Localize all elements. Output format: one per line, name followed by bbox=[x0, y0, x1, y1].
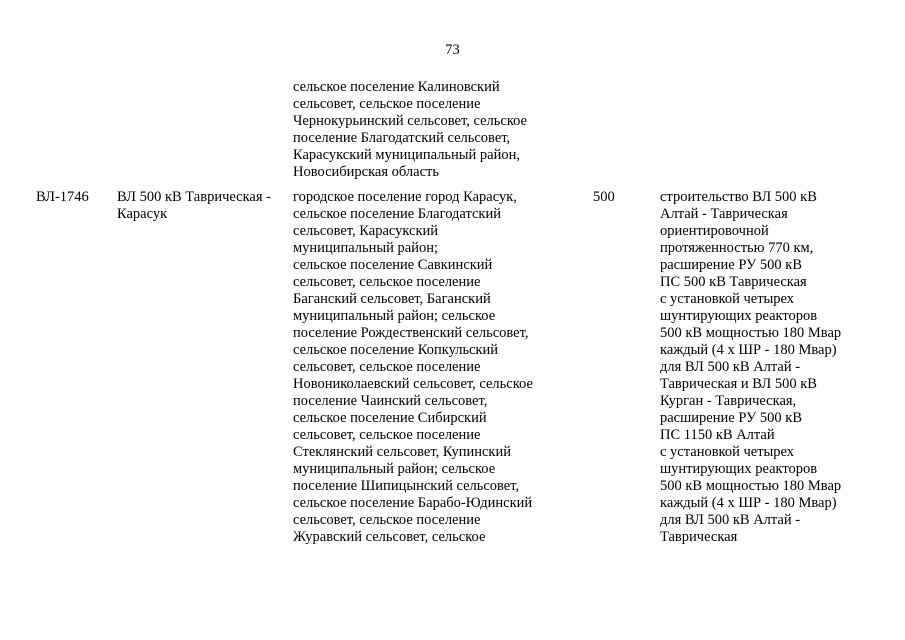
territory-line: сельское поселение Савкинский bbox=[293, 257, 493, 273]
object-name-cell bbox=[117, 189, 271, 223]
measures-line: протяженностью 770 км, bbox=[660, 240, 814, 256]
territory-line: Журавский сельсовет, сельское bbox=[293, 529, 486, 545]
measures-line: каждый (4 х ШР - 180 Мвар) bbox=[660, 495, 837, 511]
territory-line: поселение Рождественский сельсовет, bbox=[293, 325, 529, 341]
measures-line: с установкой четырех bbox=[660, 444, 795, 460]
territory-line: сельсовет, сельское поселение bbox=[293, 274, 481, 290]
territory-line: Чернокурьинский сельсовет, сельское bbox=[293, 113, 527, 129]
territory-line: муниципальный район; сельское bbox=[293, 461, 496, 477]
voltage-cell: 500 bbox=[593, 189, 615, 205]
territory-line: сельское поселение Копкульский bbox=[293, 342, 499, 358]
measures-line: Таврическая bbox=[660, 529, 738, 545]
measures-line: для ВЛ 500 кВ Алтай - bbox=[660, 512, 801, 528]
measures-line: расширение РУ 500 кВ bbox=[660, 257, 802, 273]
territory-line: муниципальный район; сельское bbox=[293, 308, 496, 324]
measures-line: ПС 1150 кВ Алтай bbox=[660, 427, 775, 443]
measures-line: с установкой четырех bbox=[660, 291, 795, 307]
measures-line: Курган - Таврическая, bbox=[660, 393, 797, 409]
territory-line: сельсовет, сельское поселение bbox=[293, 359, 481, 375]
continued-territory-cell bbox=[293, 79, 527, 181]
measures-line: шунтирующих реакторов bbox=[660, 308, 818, 324]
territory-line: поселение Благодатский сельсовет, bbox=[293, 130, 511, 146]
territory-line: сельсовет, Карасукский bbox=[293, 223, 439, 239]
measures-line: ПС 500 кВ Таврическая bbox=[660, 274, 807, 290]
territory-line: сельское поселение Барабо-Юдинский bbox=[293, 495, 533, 511]
measures-line: шунтирующих реакторов bbox=[660, 461, 818, 477]
territory-line: муниципальный район; bbox=[293, 240, 439, 256]
name-line: Карасук bbox=[117, 206, 168, 222]
territory-line: поселение Шипицынский сельсовет, bbox=[293, 478, 520, 494]
measures-line: для ВЛ 500 кВ Алтай - bbox=[660, 359, 801, 375]
territory-line: сельсовет, сельское поселение bbox=[293, 427, 481, 443]
measures-cell bbox=[660, 189, 841, 546]
object-code-cell: ВЛ-1746 bbox=[36, 189, 89, 205]
territory-line: Новониколаевский сельсовет, сельское bbox=[293, 376, 533, 392]
territory-line: сельское поселение Калиновский bbox=[293, 79, 500, 95]
measures-line: Таврическая и ВЛ 500 кВ bbox=[660, 376, 817, 392]
name-line: ВЛ 500 кВ Таврическая - bbox=[117, 189, 271, 205]
measures-line: 500 кВ мощностью 180 Мвар bbox=[660, 325, 842, 341]
territory-line: сельсовет, сельское поселение bbox=[293, 96, 481, 112]
territory-line: Карасукский муниципальный район, bbox=[293, 147, 521, 163]
territory-line: сельское поселение Благодатский bbox=[293, 206, 501, 222]
territory-line: Стеклянский сельсовет, Купинский bbox=[293, 444, 511, 460]
measures-line: 500 кВ мощностью 180 Мвар bbox=[660, 478, 842, 494]
territory-line: поселение Чаинский сельсовет, bbox=[293, 393, 488, 409]
measures-line: ориентировочной bbox=[660, 223, 769, 239]
territory-cell bbox=[293, 189, 533, 546]
measures-line: расширение РУ 500 кВ bbox=[660, 410, 802, 426]
territory-line: сельское поселение Сибирский bbox=[293, 410, 487, 426]
territory-line: Новосибирская область bbox=[293, 164, 439, 180]
measures-line: каждый (4 х ШР - 180 Мвар) bbox=[660, 342, 837, 358]
territory-line: Баганский сельсовет, Баганский bbox=[293, 291, 491, 307]
measures-line: Алтай - Таврическая bbox=[660, 206, 788, 222]
page-number: 73 bbox=[445, 42, 460, 58]
territory-line: городское поселение город Карасук, bbox=[293, 189, 517, 205]
territory-line: сельсовет, сельское поселение bbox=[293, 512, 481, 528]
measures-line: строительство ВЛ 500 кВ bbox=[660, 189, 817, 205]
